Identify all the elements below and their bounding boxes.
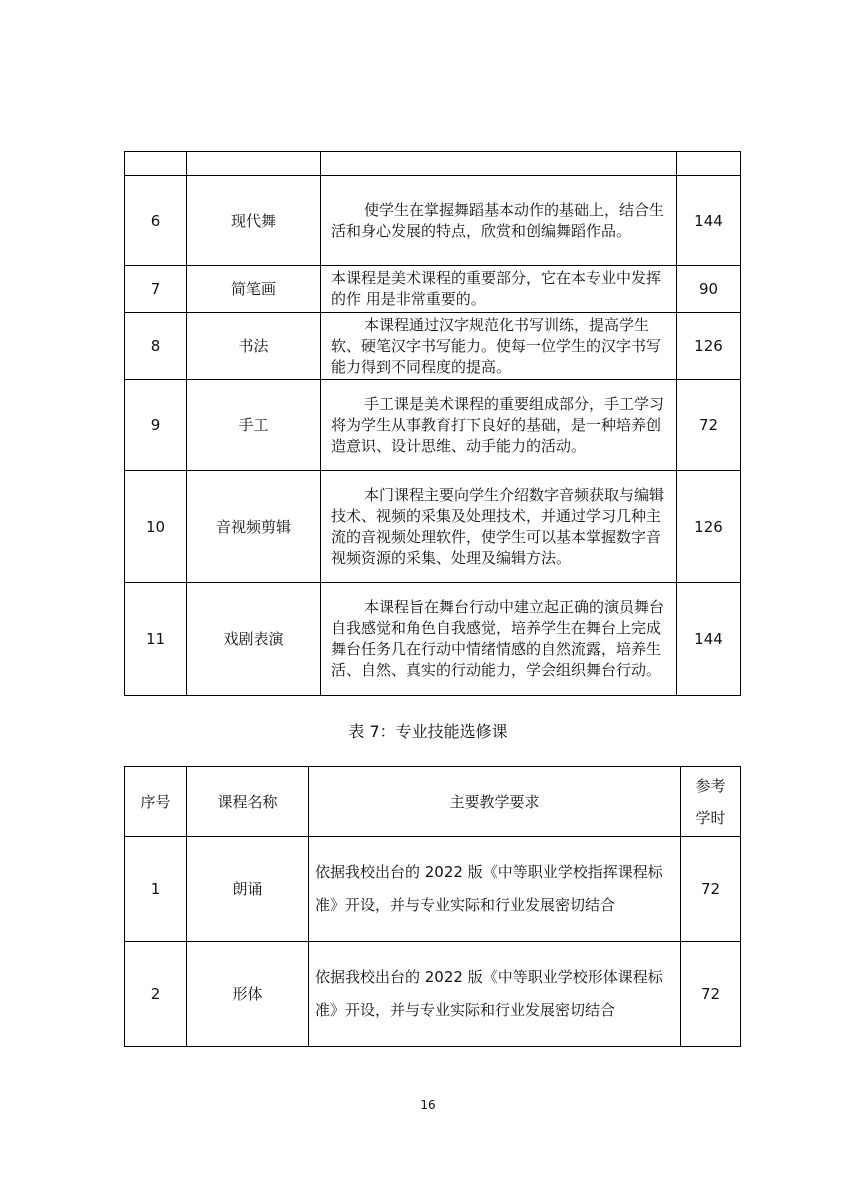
table-row [125,380,741,471]
course-number: 7 [125,266,187,313]
table-row [125,837,741,942]
course-hours: 72 [681,837,741,942]
upper-course-table [124,151,741,696]
course-description-text: 依据我校出台的 2022 版《中等职业学校指挥课程标准》开设，并与专业实际和行业发展密切结合 [315,863,663,914]
course-name: 手工 [187,380,321,471]
course-name: 音视频剪辑 [187,471,321,583]
table-row [125,471,741,583]
course-hours: 72 [681,942,741,1047]
header-course-name: 课程名称 [187,767,309,837]
course-number: 2 [125,942,187,1047]
table-cell [125,152,187,176]
course-description-text: 本课程旨在舞台行动中建立起正确的演员舞台自我感觉和角色自我感觉，培养学生在舞台上完成舞台任务几在行动中情绪情感的自然流露，培养生活、自然、真实的行动能力，学会组织舞台行动。 [331,598,665,679]
header-hours-line2: 学时 [695,808,726,827]
header-hours-line1: 参考 [695,776,726,795]
elective-course-table [124,766,741,1047]
table-cell [321,152,677,176]
course-description [321,471,677,583]
table-row-empty-top [125,152,741,176]
course-description-text: 本课程通过汉字规范化书写训练，提高学生软、硬笔汉字书写能力。使每一位学生的汉字书写能力得到不同程度的提高。 [331,315,662,376]
header-number: 序号 [125,767,187,837]
table-header-row [125,767,741,837]
course-number: 6 [125,176,187,266]
course-description-text: 本门课程主要向学生介绍数字音频获取与编辑技术、视频的采集及处理技术，并通过学习几种主流的音视频处理软件，使学生可以基本掌握数字音视频资源的采集、处理及编辑方法。 [331,485,665,567]
table-row [125,176,741,266]
course-description [309,837,681,942]
course-hours: 144 [677,583,741,696]
course-name: 简笔画 [187,266,321,313]
table-row [125,266,741,313]
course-number: 1 [125,837,187,942]
course-description [309,942,681,1047]
course-name: 形体 [187,942,309,1047]
course-description-text: 手工课是美术课程的重要组成部分，手工学习将为学生从事教育打下良好的基础，是一种培养创造意识、设计思维、动手能力的活动。 [331,394,665,455]
table-row [125,313,741,380]
header-hours [681,767,741,837]
page-number: 16 [420,1098,436,1112]
course-name: 戏剧表演 [187,583,321,696]
course-description [321,313,677,380]
course-description [321,266,677,313]
table-row [125,942,741,1047]
course-name: 现代舞 [187,176,321,266]
course-description-text: 依据我校出台的 2022 版《中等职业学校形体课程标准》开设，并与专业实际和行业发展密切结合 [315,968,663,1019]
course-number: 11 [125,583,187,696]
table-cell [187,152,321,176]
header-requirements: 主要教学要求 [309,767,681,837]
course-hours: 126 [677,471,741,583]
course-description [321,380,677,471]
table-row [125,583,741,696]
course-name: 书法 [187,313,321,380]
course-description [321,176,677,266]
course-number: 9 [125,380,187,471]
course-hours: 90 [677,266,741,313]
course-hours: 126 [677,313,741,380]
table-caption: 表 7：专业技能选修课 [348,722,508,741]
table-cell [677,152,741,176]
course-number: 8 [125,313,187,380]
course-description [321,583,677,696]
course-description-text: 本课程是美术课程的重要部分，它在本专业中发挥的作 用是非常重要的。 [331,269,662,308]
course-hours: 144 [677,176,741,266]
course-description-text: 使学生在掌握舞蹈基本动作的基础上，结合生活和身心发展的特点，欣赏和创编舞蹈作品。 [331,200,665,240]
course-hours: 72 [677,380,741,471]
course-number: 10 [125,471,187,583]
course-name: 朗诵 [187,837,309,942]
